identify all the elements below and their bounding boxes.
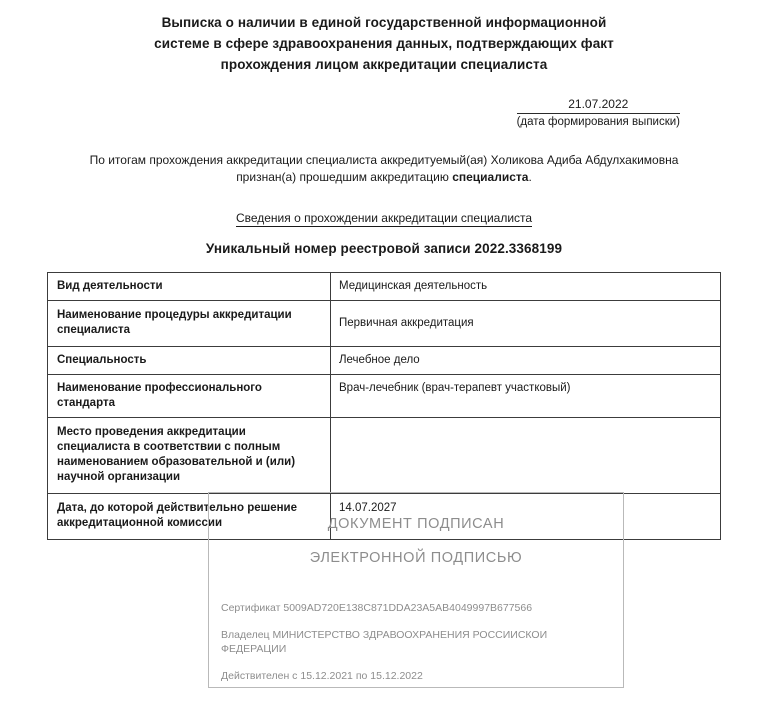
table-cell-label: Место проведения аккредитации специалиста в соответствии с полным наименованием образовательной и (или) научной организации xyxy=(48,418,331,494)
table-row xyxy=(48,347,721,375)
table-cell-value: Первичная аккредитация xyxy=(331,301,721,347)
table-row xyxy=(48,301,721,347)
table-cell-value: 14.07.2027 xyxy=(331,494,721,540)
stamp-certificate: Сертификат 5009AD720E138C871DDA23A5AB4049997B677566 xyxy=(221,602,533,614)
stamp-owner: Владелец МИНИСТЕРСТВО ЗДРАВООХРАНЕНИЯ РОССИИСКОИ ФЕДЕРАЦИИ xyxy=(221,629,548,655)
table-row xyxy=(48,375,721,418)
table-cell-value: Лечебное дело xyxy=(331,347,721,375)
table-row xyxy=(48,418,721,494)
table-cell-label: Наименование процедуры аккредитации специалиста xyxy=(48,301,331,347)
table-row xyxy=(48,273,721,301)
table-cell-value xyxy=(331,418,721,494)
section-heading xyxy=(0,186,768,225)
table-cell-value: Медицинская деятельность xyxy=(331,273,721,301)
document-title: Выписка о наличии в единой государственной информационной системе в сфере здравоохранения данных, подтверждающих факт прохождения лицом аккредитации специалиста xyxy=(154,15,614,72)
electronic-signature-stamp xyxy=(208,492,624,688)
formation-date-caption: (дата формирования выписки) xyxy=(516,116,680,128)
formation-date-block xyxy=(0,97,768,130)
stamp-heading xyxy=(209,493,623,575)
statement-prefix: По итогам прохождения аккредитации специалиста аккредитуемый(ая) Холикова Адиба Абдулхакимовна признан(а) прошедшим аккредитацию xyxy=(89,153,679,184)
registry-number-line: Уникальный номер реестровой записи 2022.3368199 xyxy=(205,241,563,256)
stamp-validity: Действителен с 15.12.2021 по 15.12.2022 xyxy=(221,670,423,682)
section-heading-text: Сведения о прохождении аккредитации специалиста xyxy=(235,211,533,225)
table-cell-label: Дата, до которой действительно решение аккредитационной комиссии xyxy=(48,494,331,540)
table-cell-label: Специальность xyxy=(48,347,331,375)
statement-emphasis: специалиста xyxy=(452,170,529,184)
stamp-details xyxy=(209,575,623,683)
statement-suffix: . xyxy=(528,170,532,184)
stamp-heading-line1: ДОКУМЕНТ ПОДПИСАН xyxy=(327,516,505,532)
table-cell-value: Врач-лечебник (врач-терапевт участковый) xyxy=(331,375,721,418)
stamp-heading-line2: ЭЛЕКТРОННОЙ ПОДПИСЬЮ xyxy=(309,550,523,566)
formation-date-inner xyxy=(517,97,680,130)
table-cell-label: Вид деятельности xyxy=(48,273,331,301)
table-cell-label: Наименование профессионального стандарта xyxy=(48,375,331,418)
accreditation-statement xyxy=(0,130,768,186)
formation-date-value: 21.07.2022 xyxy=(517,97,680,114)
